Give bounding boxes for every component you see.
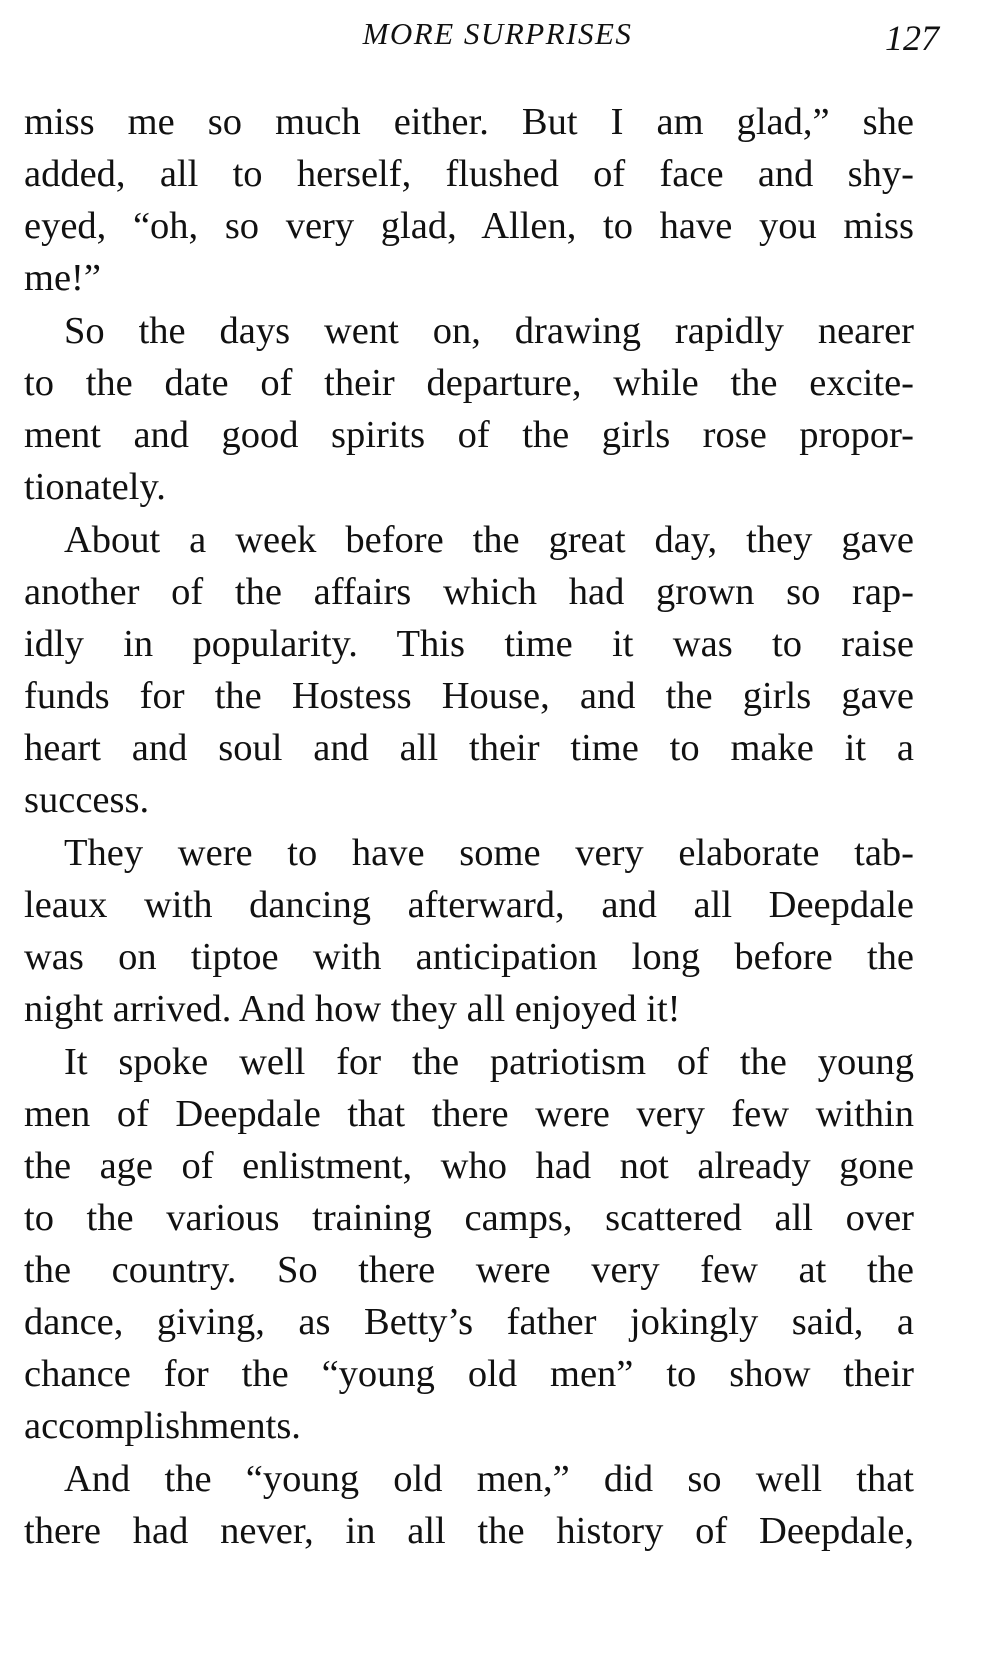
text-line: eyed, “oh, so very glad, Allen, to have you miss: [24, 205, 914, 247]
text-line: the country. So there were very few at the: [24, 1249, 914, 1291]
text-line: And the “young old men,” did so well that: [64, 1458, 914, 1500]
text-line: tionately.: [24, 466, 166, 508]
text-line: was on tiptoe with anticipation long before the: [24, 936, 914, 978]
running-title: MORE SURPRISES: [362, 16, 633, 51]
text-line: to the various training camps, scattered all over: [24, 1197, 914, 1239]
page-number: 127: [885, 18, 939, 58]
text-line: night arrived. And how they all enjoyed it!: [24, 988, 681, 1030]
text-line: It spoke well for the patriotism of the young: [64, 1041, 914, 1083]
text-line: accomplishments.: [24, 1405, 301, 1447]
text-line: idly in popularity. This time it was to raise: [24, 623, 914, 665]
text-line: another of the affairs which had grown so rap-: [24, 571, 914, 613]
text-line: So the days went on, drawing rapidly nearer: [64, 310, 914, 352]
text-line: They were to have some very elaborate tab-: [64, 832, 914, 874]
text-line: me!”: [24, 257, 101, 299]
text-line: leaux with dancing afterward, and all Deepdale: [24, 884, 914, 926]
text-line: dance, giving, as Betty’s father jokingly said, a: [24, 1301, 914, 1343]
text-line: heart and soul and all their time to make it a: [24, 727, 914, 769]
text-line: to the date of their departure, while the excite-: [24, 362, 914, 404]
text-line: added, all to herself, flushed of face and shy-: [24, 153, 914, 195]
text-line: success.: [24, 779, 150, 821]
text-line: there had never, in all the history of Deepdale,: [24, 1510, 914, 1552]
text-line: chance for the “young old men” to show their: [24, 1353, 914, 1395]
text-line: ment and good spirits of the girls rose propor-: [24, 414, 914, 456]
text-line: About a week before the great day, they gave: [64, 519, 914, 561]
text-line: the age of enlistment, who had not already gone: [24, 1145, 914, 1187]
text-line: funds for the Hostess House, and the girls gave: [24, 675, 914, 717]
text-line: miss me so much either. But I am glad,” she: [24, 101, 914, 143]
text-line: men of Deepdale that there were very few within: [24, 1093, 914, 1135]
